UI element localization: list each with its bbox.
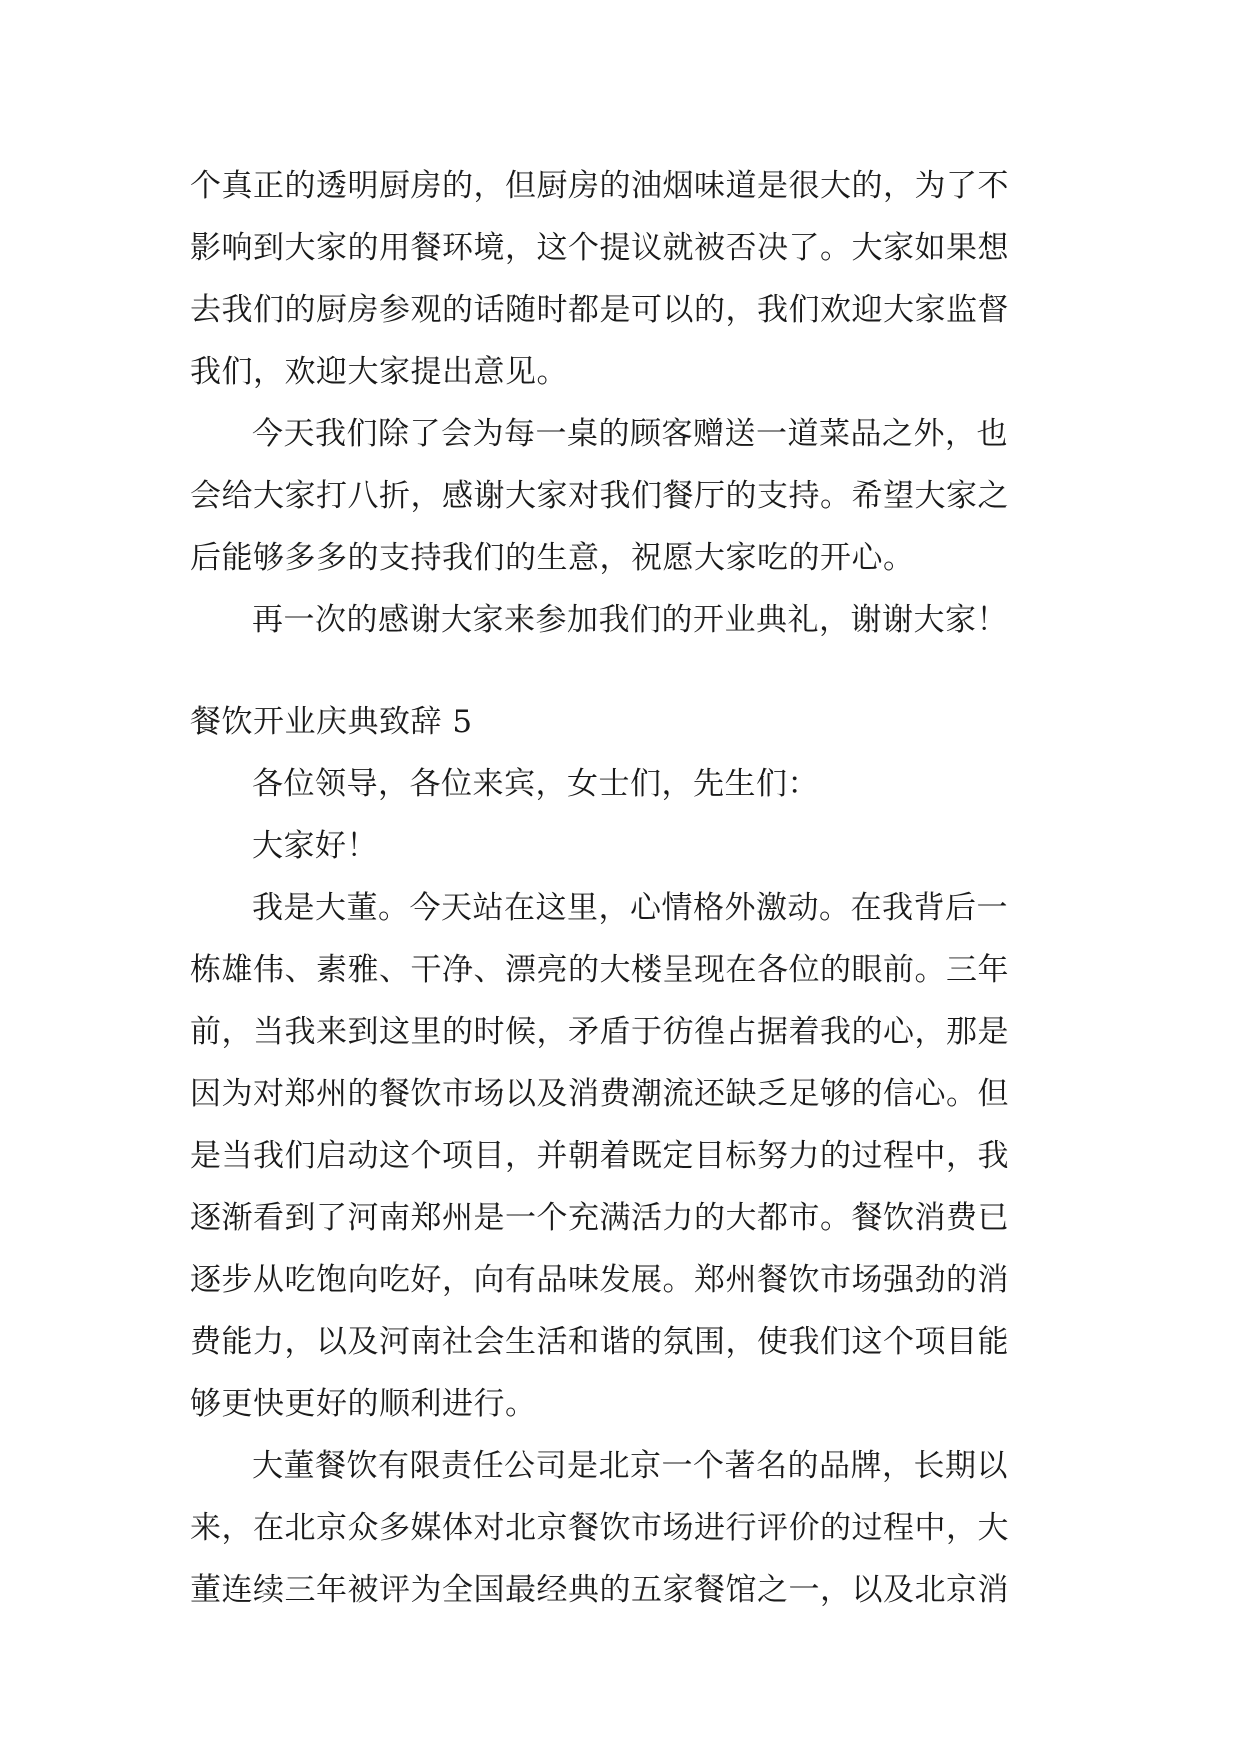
text-line: 影响到大家的用餐环境，这个提议就被否决了。大家如果想 bbox=[190, 230, 1009, 266]
document-page bbox=[190, 155, 1050, 1621]
hello-line: 大家好！ bbox=[252, 828, 378, 864]
section-heading: 餐饮开业庆典致辞 5 bbox=[190, 704, 473, 740]
text-line: 因为对郑州的餐饮市场以及消费潮流还缺乏足够的信心。但 bbox=[190, 1076, 1009, 1112]
paragraph-thanks bbox=[190, 589, 1050, 651]
text-line: 会给大家打八折，感谢大家对我们餐厅的支持。希望大家之 bbox=[190, 478, 1009, 514]
text-line: 个真正的透明厨房的，但厨房的油烟味道是很大的，为了不 bbox=[190, 168, 1009, 204]
text-line: 再一次的感谢大家来参加我们的开业典礼，谢谢大家！ bbox=[252, 602, 1008, 638]
text-line: 来，在北京众多媒体对北京餐饮市场进行评价的过程中，大 bbox=[190, 1510, 1009, 1546]
text-line: 是当我们启动这个项目，并朝着既定目标努力的过程中，我 bbox=[190, 1138, 1009, 1174]
paragraph-company bbox=[190, 1435, 1050, 1621]
text-line: 栋雄伟、素雅、干净、漂亮的大楼呈现在各位的眼前。三年 bbox=[190, 952, 1009, 988]
text-line: 费能力，以及河南社会生活和谐的氛围，使我们这个项目能 bbox=[190, 1324, 1009, 1360]
text-line: 逐步从吃饱向吃好，向有品味发展。郑州餐饮市场强劲的消 bbox=[190, 1262, 1009, 1298]
text-line: 今天我们除了会为每一桌的顾客赠送一道菜品之外，也 bbox=[252, 416, 1008, 452]
text-line: 我们，欢迎大家提出意见。 bbox=[190, 354, 568, 390]
text-line: 董连续三年被评为全国最经典的五家餐馆之一，以及北京消 bbox=[190, 1572, 1009, 1608]
text-line: 后能够多多的支持我们的生意，祝愿大家吃的开心。 bbox=[190, 540, 915, 576]
text-line: 大董餐饮有限责任公司是北京一个著名的品牌，长期以 bbox=[252, 1448, 1008, 1484]
text-line: 逐渐看到了河南郑州是一个充满活力的大都市。餐饮消费已 bbox=[190, 1200, 1009, 1236]
text-line: 够更快更好的顺利进行。 bbox=[190, 1386, 537, 1422]
paragraph-introduction bbox=[190, 877, 1050, 1435]
text-line: 前，当我来到这里的时候，矛盾于彷徨占据着我的心，那是 bbox=[190, 1014, 1009, 1050]
text-line: 去我们的厨房参观的话随时都是可以的，我们欢迎大家监督 bbox=[190, 292, 1009, 328]
greeting-line: 各位领导，各位来宾，女士们，先生们： bbox=[252, 766, 819, 802]
text-line: 我是大董。今天站在这里，心情格外激动。在我背后一 bbox=[252, 890, 1008, 926]
paragraph-kitchen bbox=[190, 155, 1050, 403]
paragraph-discount bbox=[190, 403, 1050, 589]
